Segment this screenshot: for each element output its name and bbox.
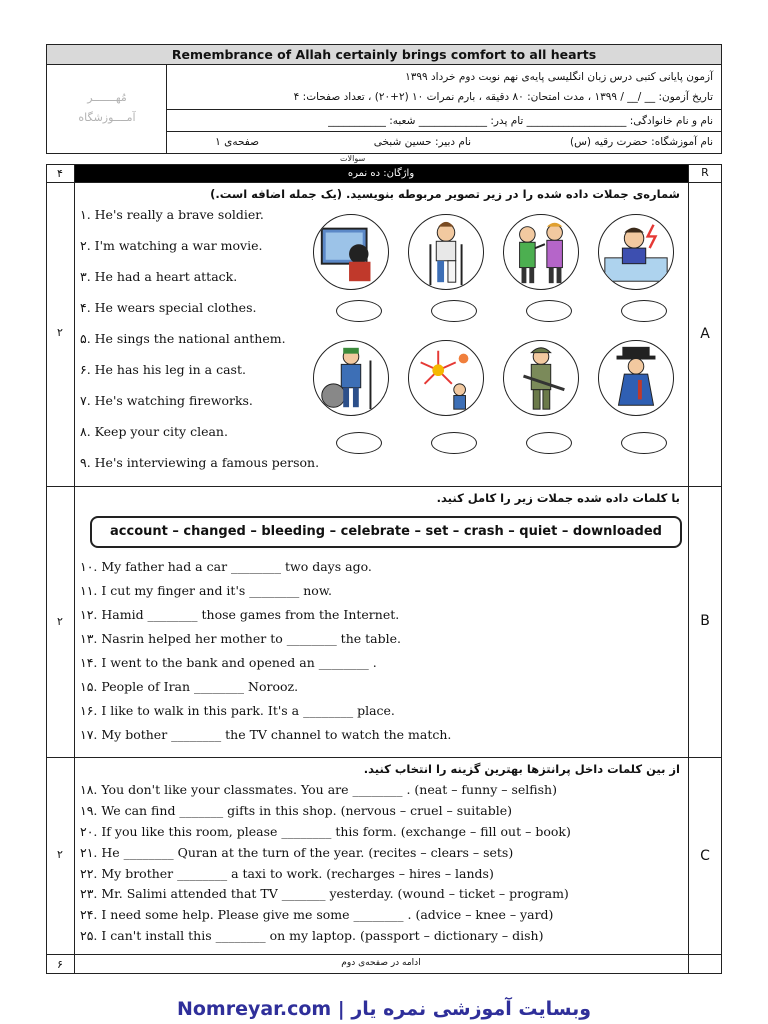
section-a-sentence: ۷. He's watching fireworks. xyxy=(80,393,253,408)
header-divider xyxy=(167,109,721,110)
section-c-sentence: ۲۲. My brother ________ a taxi to work. (recharges – hires – lands) xyxy=(80,866,494,881)
cleaner-icon xyxy=(313,340,389,416)
row-divider xyxy=(46,182,722,183)
section-a-score: ۲ xyxy=(57,326,63,339)
answer-oval[interactable] xyxy=(526,300,572,322)
section-a-sentence: ۱. He's really a brave soldier. xyxy=(80,207,264,222)
tv-watcher-icon xyxy=(313,214,389,290)
section-c-score: ۲ xyxy=(57,848,63,861)
total-score: ۶ xyxy=(57,958,63,971)
section-b-sentence: ۱۲. Hamid ________ those games from the Internet. xyxy=(80,607,400,622)
section-b-sentence: ۱۵. People of Iran ________ Norooz. xyxy=(80,679,299,694)
section-a-sentence: ۶. He has his leg in a cast. xyxy=(80,362,246,377)
teacher-name: نام دبیر: حسین شبخی xyxy=(373,136,471,148)
exam-header xyxy=(46,44,722,154)
score-column-border xyxy=(74,164,75,974)
exam-info: تاریخ آزمون: __ /__ / ۱۳۹۹ ، مدت امتحان: ۸۰ دقیقه ، بارم نمرات ۱۰ (۲+۲۰) ، تعداد صفحات: ۴ xyxy=(293,91,713,103)
section-c-sentence: ۲۴. I need some help. Please give me some ________ . (advice – knee – yard) xyxy=(80,907,554,922)
logo-line-2: آمــــوزشگاه xyxy=(78,111,136,124)
word-bank: account – changed – bleeding – celebrate – set – crash – quiet – downloaded xyxy=(90,516,682,548)
section-b-sentence: ۱۰. My father had a car ________ two days ago. xyxy=(80,559,372,574)
section-a-sentence: ۳. He had a heart attack. xyxy=(80,269,238,284)
section-c-sentence: ۲۳. Mr. Salimi attended that TV _______ yesterday. (wound – ticket – program) xyxy=(80,886,569,901)
section-b-sentence: ۱۳. Nasrin helped her mother to ________ the table. xyxy=(80,631,401,646)
exam-title: آزمون پایانی کتبی درس زبان انگلیسی پایه‌ی نهم نوبت دوم خرداد ۱۳۹۹ xyxy=(405,71,713,83)
section-c-sentence: ۱۹. We can find _______ gifts in this shop. (nervous – cruel – suitable) xyxy=(80,803,512,818)
heart-attack-icon xyxy=(598,214,674,290)
row-divider xyxy=(46,486,722,487)
section-b-score: ۲ xyxy=(57,615,63,628)
section-a-sentence: ۸. Keep your city clean. xyxy=(80,424,228,439)
section-b-sentence: ۱۱. I cut my finger and it's ________ now. xyxy=(80,583,333,598)
row-divider xyxy=(46,954,722,955)
page-number: صفحه‌ی ۱ xyxy=(215,136,259,148)
section-b-letter: B xyxy=(700,613,710,629)
answer-oval[interactable] xyxy=(621,432,667,454)
answer-oval[interactable] xyxy=(621,300,667,322)
header-banner: Remembrance of Allah certainly brings comfort to all hearts xyxy=(47,45,721,65)
soldier-icon xyxy=(503,340,579,416)
section-c-instruction: از بین کلمات داخل پرانتزها بهترین گزینه را انتخاب کنید. xyxy=(363,762,680,776)
table-header-row: R xyxy=(701,166,709,179)
answer-oval[interactable] xyxy=(431,300,477,322)
logo-line-1: مُهـــــــر xyxy=(87,91,127,104)
answer-oval[interactable] xyxy=(336,432,382,454)
website-footer[interactable]: Nomreyar.com | وبسایت آموزشی نمره یار xyxy=(176,998,592,1020)
section-c-sentence: ۲۵. I can't install this ________ on my laptop. (passport – dictionary – dish) xyxy=(80,928,544,943)
section-b-sentence: ۱۴. I went to the bank and opened an ________ . xyxy=(80,655,377,670)
section-c-sentence: ۲۰. If you like this room, please ________ this form. (exchange – fill out – book) xyxy=(80,824,571,839)
section-b-sentence: ۱۶. I like to walk in this park. It's a ________ place. xyxy=(80,703,395,718)
fireworks-icon xyxy=(408,340,484,416)
boy-leg-cast-icon xyxy=(408,214,484,290)
section-b-sentence: ۱۷. My bother ________ the TV channel to watch the match. xyxy=(80,727,452,742)
answer-oval[interactable] xyxy=(526,432,572,454)
answer-oval[interactable] xyxy=(336,300,382,322)
section-a-sentence: ۵. He sings the national anthem. xyxy=(80,331,286,346)
traditional-clothes-icon xyxy=(598,340,674,416)
section-a-sentence: ۹. He's interviewing a famous person. xyxy=(80,455,320,470)
school-name: نام آموزشگاه: حضرت رقیه (س) xyxy=(569,136,713,148)
school-logo xyxy=(47,65,167,153)
continued-note: ادامه در صفحه‌ی دوم xyxy=(341,958,421,968)
table-header-title: واژگان: ده نمره xyxy=(74,165,688,182)
student-info: نام و نام خانوادگی: ___________________ تام پدر: _____________ شعبه: ___________ xyxy=(328,115,713,127)
interview-icon xyxy=(503,214,579,290)
table-header-score: ۴ xyxy=(57,167,63,180)
answer-oval[interactable] xyxy=(431,432,477,454)
questions-caption: سوالات xyxy=(340,154,366,163)
section-c-sentence: ۲۱. He ________ Quran at the turn of the year. (recites – clears – sets) xyxy=(80,845,514,860)
row-divider xyxy=(46,757,722,758)
section-a-sentence: ۲. I'm watching a war movie. xyxy=(80,238,263,253)
section-b-instruction: با کلمات داده شده جملات زیر را کامل کنید. xyxy=(436,491,680,505)
section-c-letter: C xyxy=(700,848,710,864)
section-a-instruction: شماره‌ی جملات داده شده را در زیر تصویر مربوطه بنویسید. (یک جمله اضافه است.) xyxy=(210,187,680,201)
section-c-sentence: ۱۸. You don't like your classmates. You are ________ . (neat – funny – selfish) xyxy=(80,782,557,797)
section-a-sentence: ۴. He wears special clothes. xyxy=(80,300,257,315)
section-a-letter: A xyxy=(700,326,710,342)
